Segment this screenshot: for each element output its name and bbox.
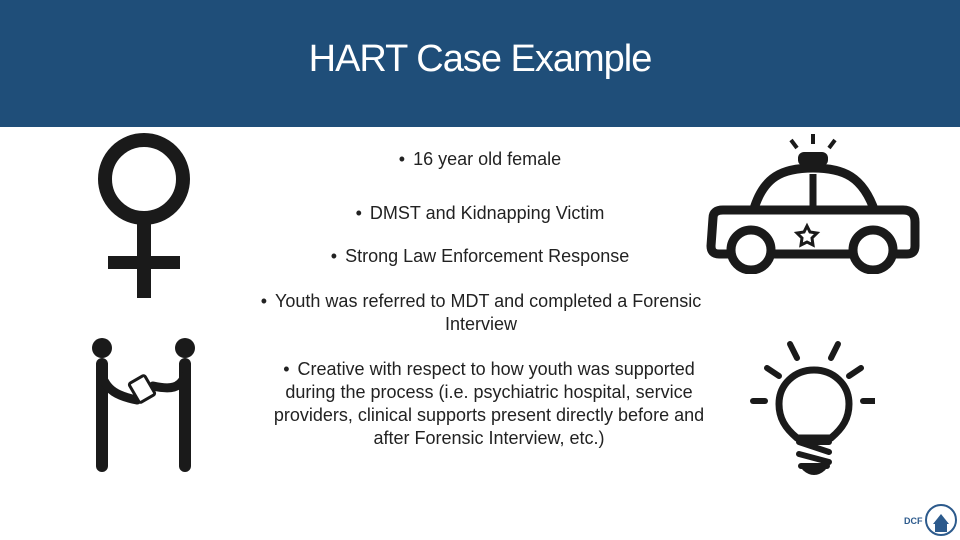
bullet-item: • 16 year old female — [398, 149, 562, 169]
bullet-item: • Strong Law Enforcement Response — [330, 246, 630, 266]
bullet-item: • Creative with respect to how youth was supported during the process (i.e. psychiatric hospital, service providers, clinical supports present directly before and after Forensic Interview, etc.) — [273, 359, 705, 448]
bullet-item: • DMST and Kidnapping Victim — [355, 203, 605, 223]
title-banner — [0, 0, 960, 127]
female-symbol-icon — [90, 128, 200, 300]
people-exchanging-card-icon — [85, 330, 205, 475]
slide-title: HART Case Example — [308, 38, 652, 80]
dcf-logo — [903, 500, 959, 540]
lightbulb-icon — [745, 338, 875, 478]
svg-text:DCF: DCF — [904, 516, 923, 526]
bullet-item: • Youth was referred to MDT and completed a Forensic Interview — [260, 291, 702, 334]
police-car-icon — [703, 134, 923, 274]
